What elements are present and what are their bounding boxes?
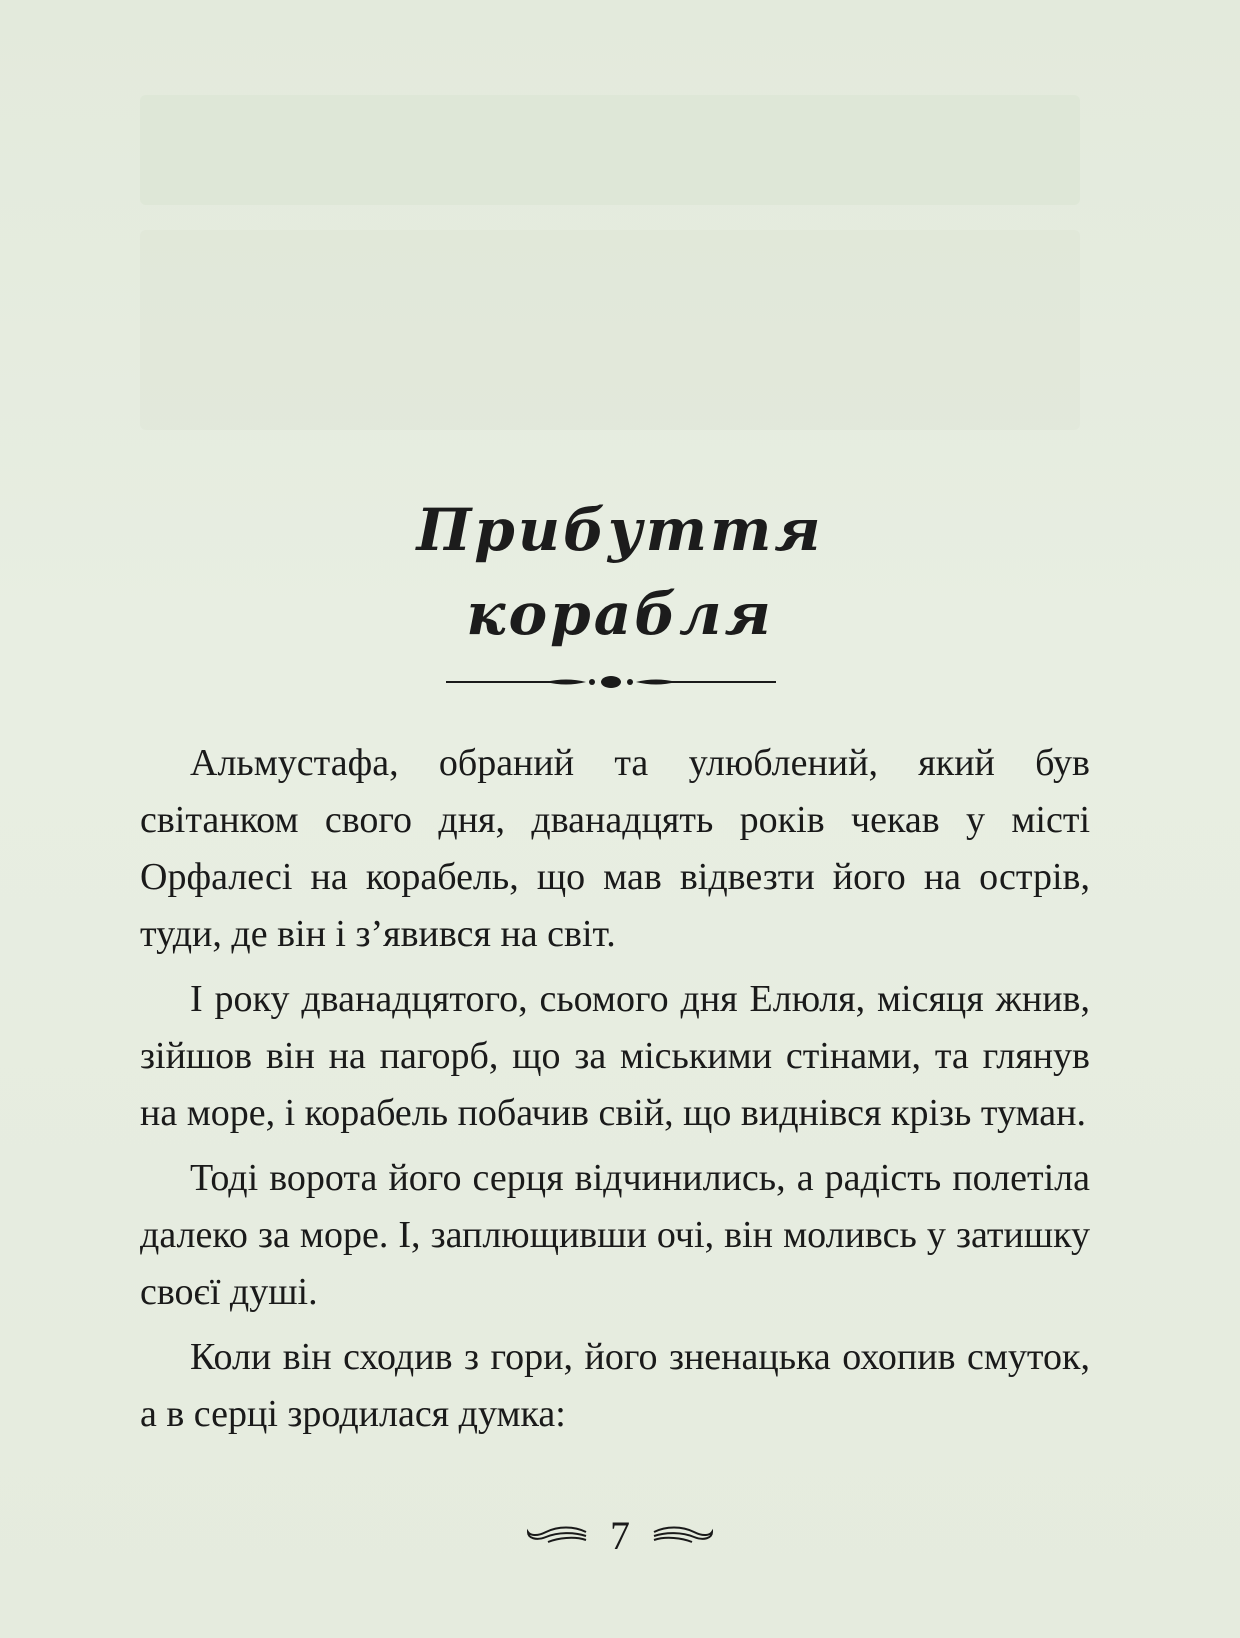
right-flourish-icon <box>650 1524 716 1548</box>
page-number: 7 <box>610 1513 630 1559</box>
paragraph: Альмустафа, обраний та улюблений, який був світанком свого дня, дванадцять років чекав у місті Орфалесі на корабель, що мав відвезти його на острів, туди, де він і з’явився на світ. <box>140 742 1090 955</box>
chapter-title-line-1: Прибуття <box>416 496 824 564</box>
chapter-title-line-2: корабля <box>466 580 774 648</box>
paragraph: Коли він сходив з гори, його зненацька охопив смуток, а в серці зродилася думка: <box>140 1336 1090 1435</box>
page-footer <box>0 1508 1240 1559</box>
left-flourish-icon <box>524 1524 590 1548</box>
paragraph: Тоді ворота його серця відчинились, а радість полетіла далеко за море. І, заплющивши очі, він моливсь у затишку своєї душі. <box>140 1157 1090 1313</box>
bleed-through-shade <box>140 95 1080 205</box>
ornamental-divider <box>446 670 776 694</box>
chapter-title <box>0 488 1240 656</box>
chapter-body <box>140 735 1090 1451</box>
bleed-through-shade <box>140 230 1080 430</box>
paragraph: І року дванадцятого, сьомого дня Елюля, місяця жнив, зійшов він на пагорб, що за міськими стінами, та глянув на море, і корабель побачив свій, що виднівся крізь туман. <box>140 978 1090 1134</box>
